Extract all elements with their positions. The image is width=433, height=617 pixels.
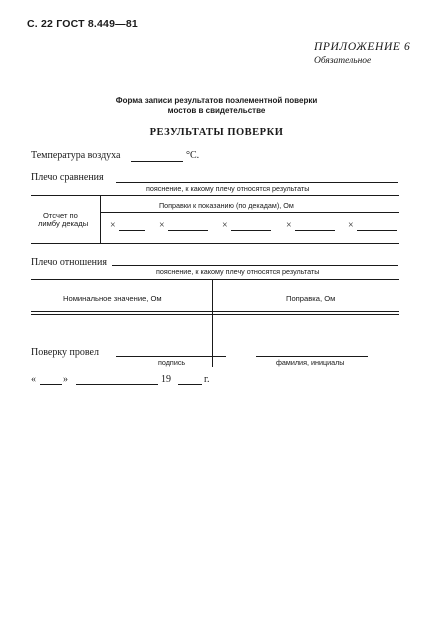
temperature-unit: °С. xyxy=(186,150,200,161)
appendix-title: ПРИЛОЖЕНИЕ 6 xyxy=(314,41,411,53)
multiplier-3: × xyxy=(222,220,228,231)
document-code: С. 22 ГОСТ 8.449—81 xyxy=(27,18,138,30)
results-heading: РЕЗУЛЬТАТЫ ПОВЕРКИ xyxy=(149,127,284,138)
signature-caption: подпись xyxy=(158,358,186,367)
multiplier-2: × xyxy=(159,220,165,231)
comparison-arm-blank xyxy=(116,182,398,183)
temperature-label: Температура воздуха xyxy=(31,150,121,161)
multiplier-4: × xyxy=(286,220,292,231)
dial-table-bottom-border xyxy=(31,243,399,244)
signature-blank xyxy=(116,356,226,357)
verifier-label: Поверку провел xyxy=(31,347,99,358)
month-blank xyxy=(76,384,158,385)
multiplier-1: × xyxy=(110,220,116,231)
dial-blank-4 xyxy=(295,230,335,231)
ratio-arm-label: Плечо отношения xyxy=(31,257,107,268)
nominal-header-rule-2 xyxy=(31,314,399,315)
dial-blank-5 xyxy=(357,230,397,231)
dial-header-underline xyxy=(100,212,399,213)
multiplier-5: × xyxy=(348,220,354,231)
name-caption: фамилия, инициалы xyxy=(276,358,345,367)
dial-table-top-border xyxy=(31,195,399,196)
comparison-arm-label: Плечо сравнения xyxy=(31,172,104,183)
day-blank xyxy=(40,384,62,385)
nominal-table-top-border xyxy=(31,279,399,280)
form-title-line1: Форма записи результатов поэлементной поверки xyxy=(115,96,318,105)
temperature-blank xyxy=(131,161,183,162)
dial-blank-1 xyxy=(119,230,145,231)
nominal-col-header: Номинальное значение, Ом xyxy=(63,294,162,303)
dial-blank-2 xyxy=(168,230,208,231)
dial-blank-3 xyxy=(231,230,271,231)
year-prefix: 19 xyxy=(161,374,171,385)
date-open-quote: « xyxy=(31,374,36,385)
ratio-arm-blank xyxy=(112,265,398,266)
correction-col-header: Поправка, Ом xyxy=(286,294,336,303)
dial-table-divider xyxy=(100,195,101,243)
nominal-header-rule-1 xyxy=(31,311,399,312)
dial-row-label-1: Отсчет по xyxy=(43,211,78,220)
year-blank xyxy=(178,384,202,385)
date-close-quote: » xyxy=(63,374,68,385)
name-blank xyxy=(256,356,368,357)
comparison-arm-note: пояснение, к какому плечу относятся результаты xyxy=(146,184,310,193)
form-title-line2: мостов в свидетельстве xyxy=(167,106,266,115)
nominal-table-divider xyxy=(212,279,213,367)
dial-table-header: Поправки к показанию (по декадам), Ом xyxy=(159,201,294,210)
ratio-arm-note: пояснение, к какому плечу относятся результаты xyxy=(156,267,320,276)
dial-row-label-2: лимбу декады xyxy=(38,219,89,228)
year-suffix: г. xyxy=(204,374,210,385)
appendix-status: Обязательное xyxy=(314,56,372,66)
